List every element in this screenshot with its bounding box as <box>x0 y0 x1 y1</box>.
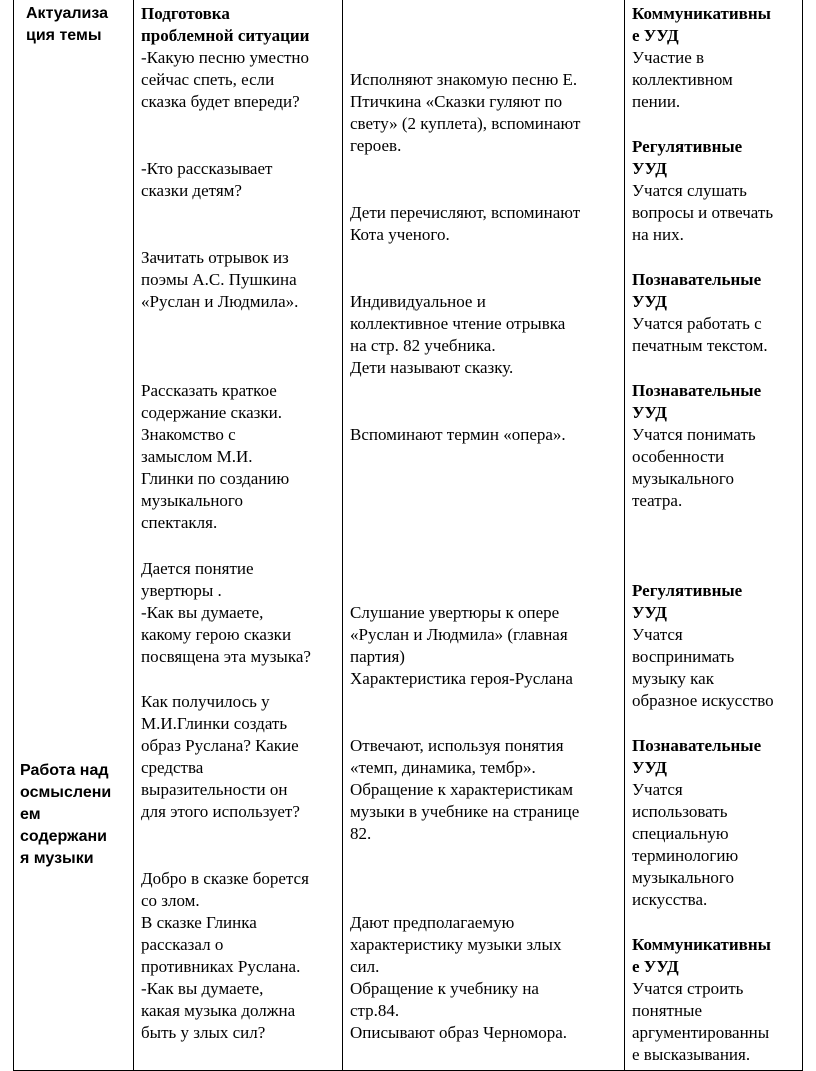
stage-work-title: осмыслени <box>20 784 112 801</box>
uud-heading: Коммуникативны <box>632 935 771 954</box>
students-line: свету» (2 куплета), вспоминают <box>350 114 581 133</box>
students-line: Исполняют знакомую песню Е. <box>350 70 578 89</box>
teacher-line: Рассказать краткое <box>141 381 277 400</box>
students-line: Дети перечисляют, вспоминают <box>350 203 581 222</box>
uud-line: искусства. <box>632 890 708 909</box>
teacher-line: сказка будет впереди? <box>141 92 300 111</box>
uud-heading: УУД <box>632 758 667 777</box>
teacher-line: сейчас спеть, если <box>141 70 275 89</box>
teacher-line: Добро в сказке борется <box>141 869 309 888</box>
teacher-line: спектакля. <box>141 513 218 532</box>
students-line: на стр. 82 учебника. <box>350 336 496 355</box>
lesson-table <box>13 0 803 1071</box>
stage-work-title: я музыки <box>20 850 94 867</box>
uud-line: Учатся строить <box>632 979 744 998</box>
students-line: Слушание увертюры к опере <box>350 603 560 622</box>
table-border-right <box>802 0 803 1071</box>
teacher-line: увертюры . <box>141 581 222 600</box>
table-border-left <box>13 0 14 1071</box>
table-divider-3 <box>624 0 625 1071</box>
teacher-line: Зачитать отрывок из <box>141 248 289 267</box>
uud-heading: УУД <box>632 292 667 311</box>
uud-heading: Коммуникативны <box>632 4 771 23</box>
teacher-line: выразительности он <box>141 780 288 799</box>
teacher-line: сказки детям? <box>141 181 242 200</box>
uud-line: Учатся работать с <box>632 314 762 333</box>
students-line: Описывают образ Черномора. <box>350 1023 568 1042</box>
students-line: коллективное чтение отрывка <box>350 314 566 333</box>
students-line: Птичкина «Сказки гуляют по <box>350 92 563 111</box>
teacher-line: Как получилось у <box>141 692 270 711</box>
students-line: Обращение к характеристикам <box>350 780 573 799</box>
students-line: Кота ученого. <box>350 225 450 244</box>
uud-line: терминологию <box>632 846 739 865</box>
stage-work-title: Работа над <box>20 762 109 779</box>
uud-heading: е УУД <box>632 26 679 45</box>
students-line: Характеристика героя-Руслана <box>350 669 573 688</box>
students-line: 82. <box>350 824 372 843</box>
teacher-heading: Подготовка <box>141 4 230 23</box>
uud-line: пении. <box>632 92 681 111</box>
students-line: Дают предполагаемую <box>350 913 515 932</box>
stage-work-title: ем <box>20 806 41 823</box>
teacher-line: содержание сказки. <box>141 403 282 422</box>
uud-line: музыку как <box>632 669 714 688</box>
uud-line: аргументированны <box>632 1023 770 1042</box>
teacher-line: -Как вы думаете, <box>141 603 264 622</box>
students-line: сил. <box>350 957 380 976</box>
students-line: «темп, динамика, тембр». <box>350 758 536 777</box>
uud-line: воспринимать <box>632 647 735 666</box>
students-line: музыки в учебнике на странице <box>350 802 580 821</box>
teacher-heading: проблемной ситуации <box>141 26 310 45</box>
uud-line: специальную <box>632 824 729 843</box>
table-divider-1 <box>133 0 134 1071</box>
uud-heading: УУД <box>632 159 667 178</box>
teacher-line: рассказал о <box>141 935 224 954</box>
teacher-line: поэмы А.С. Пушкина <box>141 270 297 289</box>
teacher-line: средства <box>141 758 204 777</box>
uud-line: Учатся понимать <box>632 425 756 444</box>
students-line: Вспоминают термин «опера». <box>350 425 566 444</box>
uud-heading: УУД <box>632 603 667 622</box>
students-line: Дети называют сказку. <box>350 358 514 377</box>
uud-line: на них. <box>632 225 684 244</box>
teacher-line: -Кто рассказывает <box>141 159 273 178</box>
teacher-line: Глинки по созданию <box>141 469 290 488</box>
uud-line: особенности <box>632 447 725 466</box>
students-line: стр.84. <box>350 1001 400 1020</box>
uud-heading: УУД <box>632 403 667 422</box>
students-line: Отвечают, используя понятия <box>350 736 564 755</box>
uud-heading: Регулятивные <box>632 137 743 156</box>
teacher-line: В сказке Глинка <box>141 913 257 932</box>
stage-work-title: содержани <box>20 828 108 845</box>
uud-line: Учатся <box>632 780 683 799</box>
uud-line: Участие в <box>632 48 705 67</box>
students-line: героев. <box>350 136 402 155</box>
uud-line: музыкального <box>632 868 734 887</box>
students-line: Индивидуальное и <box>350 292 486 311</box>
uud-heading: Регулятивные <box>632 581 743 600</box>
uud-heading: Познавательные <box>632 270 762 289</box>
teacher-line: Дается понятие <box>141 559 254 578</box>
table-divider-2 <box>342 0 343 1071</box>
teacher-line: -Как вы думаете, <box>141 979 264 998</box>
teacher-line: Знакомство с <box>141 425 236 444</box>
students-line: партия) <box>350 647 405 666</box>
uud-line: образное искусство <box>632 691 774 710</box>
uud-heading: Познавательные <box>632 736 762 755</box>
uud-line: использовать <box>632 802 728 821</box>
students-line: «Руслан и Людмила» (главная <box>350 625 568 644</box>
teacher-line: «Руслан и Людмила». <box>141 292 299 311</box>
teacher-line: противниках Руслана. <box>141 957 301 976</box>
stage-topic-title: ция темы <box>26 27 102 44</box>
students-line: характеристику музыки злых <box>350 935 562 954</box>
teacher-line: -Какую песню уместно <box>141 48 310 67</box>
teacher-line: быть у злых сил? <box>141 1023 266 1042</box>
teacher-line: со злом. <box>141 891 200 910</box>
uud-line: театра. <box>632 491 683 510</box>
teacher-line: музыкального <box>141 491 243 510</box>
uud-line: музыкального <box>632 469 734 488</box>
uud-heading: Познавательные <box>632 381 762 400</box>
teacher-line: для этого использует? <box>141 802 300 821</box>
students-line: Обращение к учебнику на <box>350 979 539 998</box>
stage-topic-title: Актуализа <box>26 5 109 22</box>
teacher-line: замыслом М.И. <box>141 447 253 466</box>
uud-line: понятные <box>632 1001 703 1020</box>
uud-heading: е УУД <box>632 957 679 976</box>
teacher-line: какая музыка должна <box>141 1001 296 1020</box>
uud-line: е высказывания. <box>632 1045 751 1064</box>
teacher-line: посвящена эта музыка? <box>141 647 311 666</box>
teacher-line: какому герою сказки <box>141 625 292 644</box>
uud-line: вопросы и отвечать <box>632 203 774 222</box>
uud-line: печатным текстом. <box>632 336 768 355</box>
uud-line: Учатся слушать <box>632 181 747 200</box>
uud-line: коллективном <box>632 70 733 89</box>
teacher-line: М.И.Глинки создать <box>141 714 288 733</box>
teacher-line: образ Руслана? Какие <box>141 736 299 755</box>
uud-line: Учатся <box>632 625 683 644</box>
